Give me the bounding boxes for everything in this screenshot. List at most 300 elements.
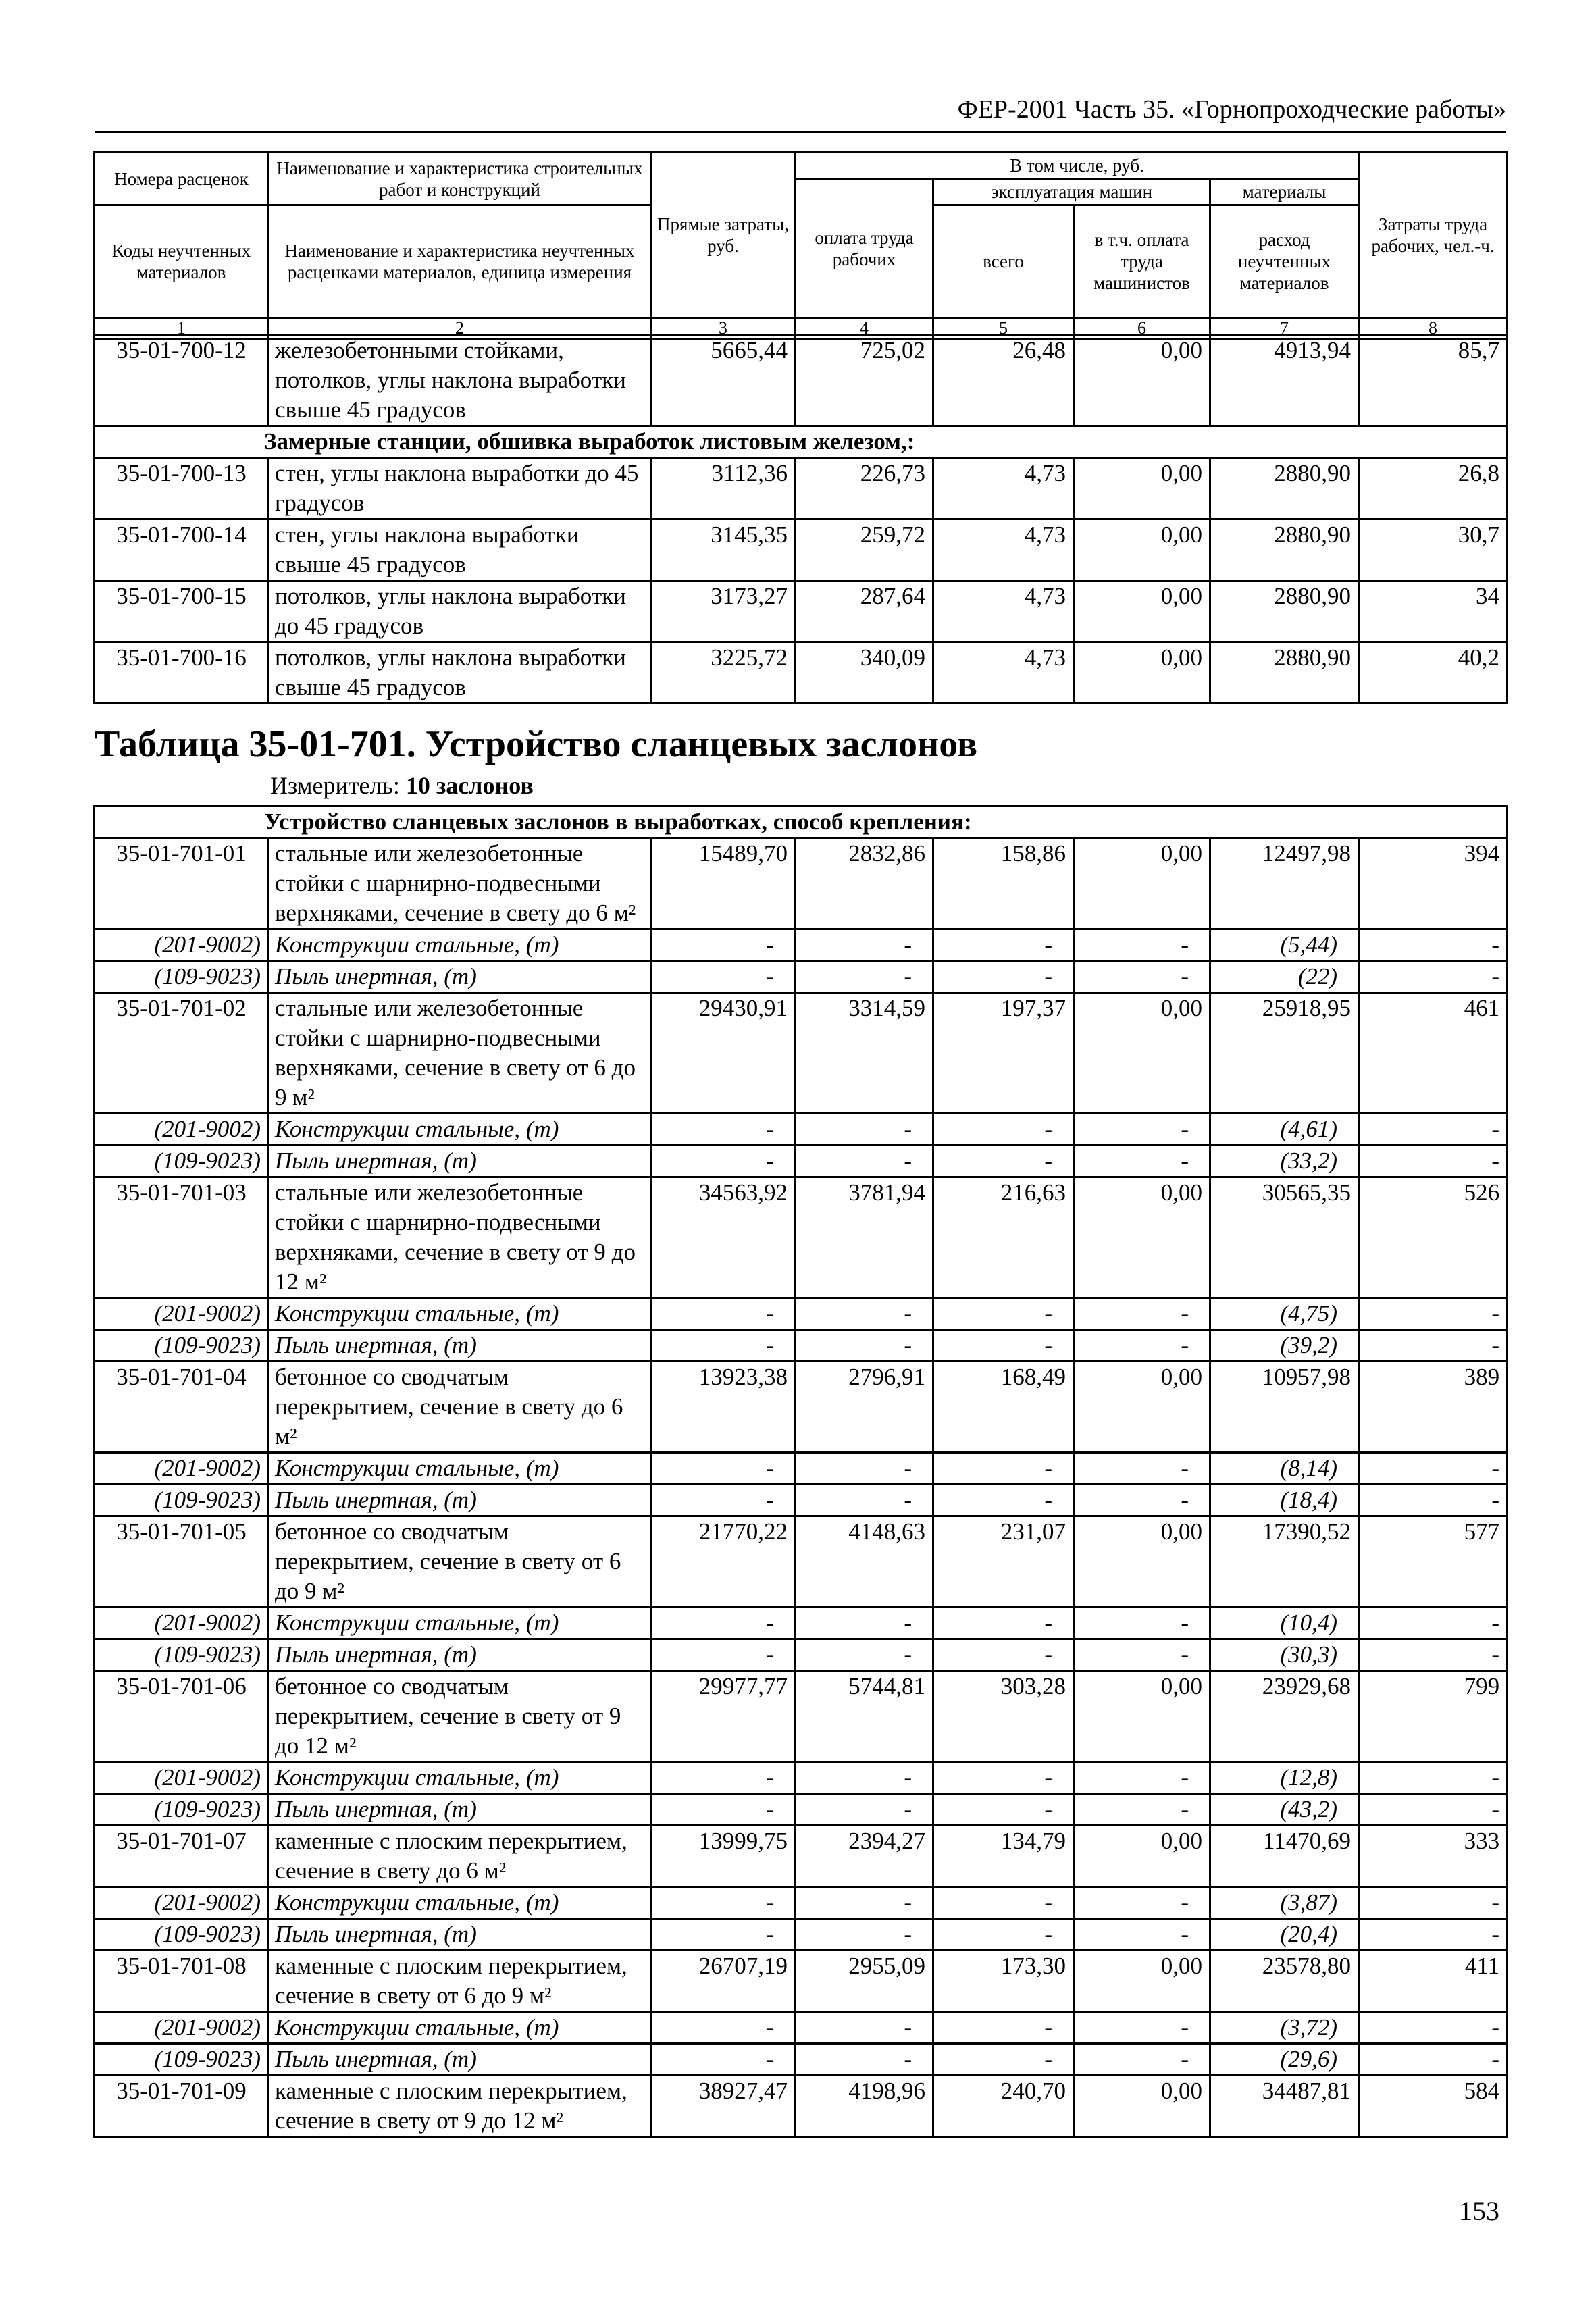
direct-cost: 13999,75 xyxy=(651,1826,796,1887)
running-head: ФЕР-2001 Часть 35. «Горнопроходческие работы» xyxy=(95,95,1506,133)
empty-dash: - xyxy=(1074,1608,1210,1639)
material-qty: (20,4) xyxy=(1210,1919,1359,1951)
material-row xyxy=(95,2012,1508,2044)
section-row xyxy=(95,426,1508,458)
machines-cost: 26,48 xyxy=(933,335,1074,426)
empty-dash: - xyxy=(1074,961,1210,993)
empty-dash: - xyxy=(796,1114,933,1146)
empty-dash: - xyxy=(651,1485,796,1516)
table-row xyxy=(95,1516,1508,1608)
machinist-wages: 0,00 xyxy=(1074,993,1210,1114)
material-row xyxy=(95,1485,1508,1516)
material-code: (201-9002) xyxy=(95,1762,269,1794)
empty-dash: - xyxy=(1074,1114,1210,1146)
unit-line xyxy=(270,771,534,800)
material-code: (109-9023) xyxy=(95,1919,269,1951)
empty-dash: - xyxy=(1359,1919,1508,1951)
machines-cost: 4,73 xyxy=(933,642,1074,704)
material-qty: (18,4) xyxy=(1210,1485,1359,1516)
machinist-wages: 0,00 xyxy=(1074,2076,1210,2137)
table-row xyxy=(95,1671,1508,1762)
rate-name: бетонное со сводчатым перекрытием, сечение в свету до 6 м² xyxy=(269,1362,651,1453)
material-name: Пыль инертная, (т) xyxy=(269,1794,651,1826)
wages-cost: 2796,91 xyxy=(796,1362,933,1453)
rate-code: 35-01-700-14 xyxy=(95,519,269,581)
material-code: (109-9023) xyxy=(95,1330,269,1362)
rate-name: каменные с плоским перекрытием, сечение в свету от 9 до 12 м² xyxy=(269,2076,651,2137)
rate-code: 35-01-701-09 xyxy=(95,2076,269,2137)
material-name: Пыль инертная, (т) xyxy=(269,1639,651,1671)
page-number: 153 xyxy=(1459,2196,1499,2226)
wages-cost: 5744,81 xyxy=(796,1671,933,1762)
empty-dash: - xyxy=(1074,1887,1210,1919)
unit-value: 10 заслонов xyxy=(405,772,534,799)
material-name: Пыль инертная, (т) xyxy=(269,1146,651,1177)
materials-cost: 12497,98 xyxy=(1210,838,1359,929)
machinist-wages: 0,00 xyxy=(1074,458,1210,519)
machines-cost: 303,28 xyxy=(933,1671,1074,1762)
col-codes-bottom: Коды неучтенных материалов xyxy=(95,205,269,318)
wages-cost: 725,02 xyxy=(796,335,933,426)
material-qty: (33,2) xyxy=(1210,1146,1359,1177)
table-row xyxy=(95,458,1508,519)
empty-dash: - xyxy=(933,1485,1074,1516)
empty-dash: - xyxy=(933,1298,1074,1330)
material-qty: (22) xyxy=(1210,961,1359,993)
direct-cost: 3112,36 xyxy=(651,458,796,519)
group-machines: эксплуатация машин xyxy=(933,179,1210,205)
empty-dash: - xyxy=(651,1330,796,1362)
material-code: (201-9002) xyxy=(95,929,269,961)
material-name: Конструкции стальные, (т) xyxy=(269,929,651,961)
machinist-wages: 0,00 xyxy=(1074,519,1210,581)
materials-cost: 2880,90 xyxy=(1210,458,1359,519)
empty-dash: - xyxy=(651,1298,796,1330)
col-number: 6 xyxy=(1074,318,1210,339)
material-name: Конструкции стальные, (т) xyxy=(269,1298,651,1330)
empty-dash: - xyxy=(796,1762,933,1794)
col-name-top: Наименование и характеристика строительных работ и конструкций xyxy=(269,153,651,205)
empty-dash: - xyxy=(796,1453,933,1485)
empty-dash: - xyxy=(933,1639,1074,1671)
empty-dash: - xyxy=(796,1639,933,1671)
rate-name: потолков, углы наклона выработки до 45 градусов xyxy=(269,581,651,642)
empty-dash: - xyxy=(1074,2012,1210,2044)
rate-code: 35-01-700-16 xyxy=(95,642,269,704)
empty-dash: - xyxy=(933,929,1074,961)
empty-dash: - xyxy=(933,1330,1074,1362)
col-number: 2 xyxy=(269,318,651,339)
material-row xyxy=(95,1794,1508,1826)
empty-dash: - xyxy=(1359,1762,1508,1794)
empty-dash: - xyxy=(1074,1485,1210,1516)
section-row xyxy=(95,806,1508,838)
rate-name: стальные или железобетонные стойки с шарнирно-подвесными верхняками, сечение в свету от 9 до 12 м² xyxy=(269,1177,651,1298)
empty-dash: - xyxy=(1074,1639,1210,1671)
empty-dash: - xyxy=(933,1146,1074,1177)
table-row xyxy=(95,519,1508,581)
materials-cost: 2880,90 xyxy=(1210,519,1359,581)
material-row xyxy=(95,1608,1508,1639)
labor-cost: 40,2 xyxy=(1359,642,1508,704)
empty-dash: - xyxy=(1074,2044,1210,2076)
material-row xyxy=(95,2044,1508,2076)
direct-cost: 29430,91 xyxy=(651,993,796,1114)
machinist-wages: 0,00 xyxy=(1074,1951,1210,2012)
direct-cost: 38927,47 xyxy=(651,2076,796,2137)
empty-dash: - xyxy=(1359,1330,1508,1362)
direct-cost: 13923,38 xyxy=(651,1362,796,1453)
machines-cost: 240,70 xyxy=(933,2076,1074,2137)
empty-dash: - xyxy=(796,1485,933,1516)
empty-dash: - xyxy=(651,1794,796,1826)
material-name: Пыль инертная, (т) xyxy=(269,1919,651,1951)
materials-cost: 17390,52 xyxy=(1210,1516,1359,1608)
rate-name: железобетонными стойками, потолков, углы наклона выработки свыше 45 градусов xyxy=(269,335,651,426)
rate-code: 35-01-700-12 xyxy=(95,335,269,426)
col-mach-total: всего xyxy=(933,205,1074,318)
labor-cost: 394 xyxy=(1359,838,1508,929)
wages-cost: 3314,59 xyxy=(796,993,933,1114)
rate-name: стальные или железобетонные стойки с шарнирно-подвесными верхняками, сечение в свету от 6 до 9 м² xyxy=(269,993,651,1114)
rate-name: стальные или железобетонные стойки с шарнирно-подвесными верхняками, сечение в свету до 6 м² xyxy=(269,838,651,929)
rate-code: 35-01-701-07 xyxy=(95,1826,269,1887)
empty-dash: - xyxy=(651,1762,796,1794)
machines-cost: 4,73 xyxy=(933,458,1074,519)
empty-dash: - xyxy=(651,1639,796,1671)
table-700 xyxy=(93,334,1508,704)
rate-name: стен, углы наклона выработки до 45 градусов xyxy=(269,458,651,519)
machines-cost: 134,79 xyxy=(933,1826,1074,1887)
col-wages: оплата труда рабочих xyxy=(796,179,933,318)
empty-dash: - xyxy=(651,2044,796,2076)
material-name: Конструкции стальные, (т) xyxy=(269,1887,651,1919)
machines-cost: 168,49 xyxy=(933,1362,1074,1453)
rate-code: 35-01-701-03 xyxy=(95,1177,269,1298)
empty-dash: - xyxy=(1074,1919,1210,1951)
empty-dash: - xyxy=(1074,1794,1210,1826)
empty-dash: - xyxy=(933,1608,1074,1639)
material-name: Пыль инертная, (т) xyxy=(269,1485,651,1516)
material-qty: (30,3) xyxy=(1210,1639,1359,1671)
table-row xyxy=(95,993,1508,1114)
table-row xyxy=(95,1362,1508,1453)
empty-dash: - xyxy=(933,1887,1074,1919)
empty-dash: - xyxy=(796,2012,933,2044)
empty-dash: - xyxy=(796,961,933,993)
material-qty: (10,4) xyxy=(1210,1608,1359,1639)
machinist-wages: 0,00 xyxy=(1074,1362,1210,1453)
empty-dash: - xyxy=(933,1794,1074,1826)
direct-cost: 3225,72 xyxy=(651,642,796,704)
wages-cost: 4148,63 xyxy=(796,1516,933,1608)
table-row xyxy=(95,642,1508,704)
materials-cost: 2880,90 xyxy=(1210,581,1359,642)
material-row xyxy=(95,1114,1508,1146)
empty-dash: - xyxy=(933,1919,1074,1951)
material-row xyxy=(95,1330,1508,1362)
col-number: 1 xyxy=(95,318,269,339)
machines-cost: 216,63 xyxy=(933,1177,1074,1298)
material-row xyxy=(95,1887,1508,1919)
col-codes-top: Номера расценок xyxy=(95,153,269,205)
table-row xyxy=(95,1951,1508,2012)
table-row xyxy=(95,581,1508,642)
col-name-bottom: Наименование и характеристика неучтенных расценками материалов, единица измерения xyxy=(269,205,651,318)
rate-name: бетонное со сводчатым перекрытием, сечение в свету от 6 до 9 м² xyxy=(269,1516,651,1608)
rate-code: 35-01-701-02 xyxy=(95,993,269,1114)
material-name: Пыль инертная, (т) xyxy=(269,2044,651,2076)
empty-dash: - xyxy=(651,1453,796,1485)
unit-label: Измеритель: xyxy=(270,772,400,799)
machinist-wages: 0,00 xyxy=(1074,838,1210,929)
table-row xyxy=(95,838,1508,929)
material-row xyxy=(95,929,1508,961)
empty-dash: - xyxy=(933,961,1074,993)
material-code: (201-9002) xyxy=(95,1887,269,1919)
empty-dash: - xyxy=(651,1114,796,1146)
empty-dash: - xyxy=(1359,929,1508,961)
wages-cost: 340,09 xyxy=(796,642,933,704)
col-direct: Прямые затраты, руб. xyxy=(651,153,796,318)
material-code: (109-9023) xyxy=(95,961,269,993)
empty-dash: - xyxy=(1359,1639,1508,1671)
material-name: Конструкции стальные, (т) xyxy=(269,1762,651,1794)
material-qty: (3,72) xyxy=(1210,2012,1359,2044)
empty-dash: - xyxy=(1359,961,1508,993)
machinist-wages: 0,00 xyxy=(1074,335,1210,426)
table-row xyxy=(95,335,1508,426)
rate-name: каменные с плоским перекрытием, сечение в свету от 6 до 9 м² xyxy=(269,1951,651,2012)
material-name: Конструкции стальные, (т) xyxy=(269,2012,651,2044)
empty-dash: - xyxy=(1074,1330,1210,1362)
empty-dash: - xyxy=(1359,1887,1508,1919)
wages-cost: 226,73 xyxy=(796,458,933,519)
material-qty: (39,2) xyxy=(1210,1330,1359,1362)
direct-cost: 29977,77 xyxy=(651,1671,796,1762)
group-materials: материалы xyxy=(1210,179,1359,205)
material-row xyxy=(95,1298,1508,1330)
machines-cost: 4,73 xyxy=(933,519,1074,581)
material-qty: (4,61) xyxy=(1210,1114,1359,1146)
labor-cost: 34 xyxy=(1359,581,1508,642)
labor-cost: 584 xyxy=(1359,2076,1508,2137)
direct-cost: 26707,19 xyxy=(651,1951,796,2012)
machines-cost: 158,86 xyxy=(933,838,1074,929)
empty-dash: - xyxy=(1359,1608,1508,1639)
material-qty: (29,6) xyxy=(1210,2044,1359,2076)
empty-dash: - xyxy=(1359,1794,1508,1826)
wages-cost: 2394,27 xyxy=(796,1826,933,1887)
rate-code: 35-01-701-08 xyxy=(95,1951,269,2012)
materials-cost: 23578,80 xyxy=(1210,1951,1359,2012)
rate-name: потолков, углы наклона выработки свыше 45 градусов xyxy=(269,642,651,704)
col-number: 4 xyxy=(796,318,933,339)
material-code: (109-9023) xyxy=(95,2044,269,2076)
table-title: Таблица 35-01-701. Устройство сланцевых заслонов xyxy=(95,723,978,765)
empty-dash: - xyxy=(1359,2044,1508,2076)
empty-dash: - xyxy=(651,1887,796,1919)
labor-cost: 333 xyxy=(1359,1826,1508,1887)
empty-dash: - xyxy=(651,2012,796,2044)
rate-name: каменные с плоским перекрытием, сечение в свету до 6 м² xyxy=(269,1826,651,1887)
labor-cost: 30,7 xyxy=(1359,519,1508,581)
material-code: (201-9002) xyxy=(95,2012,269,2044)
labor-cost: 26,8 xyxy=(1359,458,1508,519)
rate-name: бетонное со сводчатым перекрытием, сечение в свету от 9 до 12 м² xyxy=(269,1671,651,1762)
materials-cost: 4913,94 xyxy=(1210,335,1359,426)
labor-cost: 577 xyxy=(1359,1516,1508,1608)
material-name: Конструкции стальные, (т) xyxy=(269,1114,651,1146)
empty-dash: - xyxy=(651,961,796,993)
table-header xyxy=(93,151,1508,340)
direct-cost: 3145,35 xyxy=(651,519,796,581)
material-code: (201-9002) xyxy=(95,1608,269,1639)
col-materials: расход неучтенных материалов xyxy=(1210,205,1359,318)
empty-dash: - xyxy=(933,1114,1074,1146)
empty-dash: - xyxy=(796,1330,933,1362)
materials-cost: 30565,35 xyxy=(1210,1177,1359,1298)
empty-dash: - xyxy=(1074,1453,1210,1485)
materials-cost: 10957,98 xyxy=(1210,1362,1359,1453)
direct-cost: 5665,44 xyxy=(651,335,796,426)
direct-cost: 15489,70 xyxy=(651,838,796,929)
material-row xyxy=(95,1146,1508,1177)
rate-code: 35-01-701-06 xyxy=(95,1671,269,1762)
section-heading: Устройство сланцевых заслонов в выработках, способ крепления: xyxy=(95,806,1508,838)
material-row xyxy=(95,961,1508,993)
empty-dash: - xyxy=(1074,1298,1210,1330)
material-code: (201-9002) xyxy=(95,1114,269,1146)
material-code: (109-9023) xyxy=(95,1794,269,1826)
empty-dash: - xyxy=(796,1608,933,1639)
machinist-wages: 0,00 xyxy=(1074,581,1210,642)
material-name: Конструкции стальные, (т) xyxy=(269,1453,651,1485)
labor-cost: 411 xyxy=(1359,1951,1508,2012)
rate-code: 35-01-701-04 xyxy=(95,1362,269,1453)
empty-dash: - xyxy=(651,1608,796,1639)
direct-cost: 21770,22 xyxy=(651,1516,796,1608)
wages-cost: 259,72 xyxy=(796,519,933,581)
empty-dash: - xyxy=(796,2044,933,2076)
materials-cost: 2880,90 xyxy=(1210,642,1359,704)
empty-dash: - xyxy=(796,1887,933,1919)
table-row xyxy=(95,1826,1508,1887)
empty-dash: - xyxy=(1074,1146,1210,1177)
machines-cost: 197,37 xyxy=(933,993,1074,1114)
group-incl: В том числе, руб. xyxy=(796,153,1359,179)
material-row xyxy=(95,1453,1508,1485)
empty-dash: - xyxy=(1359,1146,1508,1177)
wages-cost: 2832,86 xyxy=(796,838,933,929)
material-name: Пыль инертная, (т) xyxy=(269,961,651,993)
machinist-wages: 0,00 xyxy=(1074,1177,1210,1298)
material-row xyxy=(95,1762,1508,1794)
machinist-wages: 0,00 xyxy=(1074,1671,1210,1762)
machines-cost: 173,30 xyxy=(933,1951,1074,2012)
col-labor: Затраты труда рабочих, чел.-ч. xyxy=(1359,153,1508,318)
machinist-wages: 0,00 xyxy=(1074,1516,1210,1608)
material-qty: (8,14) xyxy=(1210,1453,1359,1485)
empty-dash: - xyxy=(1359,1485,1508,1516)
wages-cost: 4198,96 xyxy=(796,2076,933,2137)
material-qty: (12,8) xyxy=(1210,1762,1359,1794)
material-row xyxy=(95,1639,1508,1671)
material-code: (109-9023) xyxy=(95,1146,269,1177)
rate-code: 35-01-701-05 xyxy=(95,1516,269,1608)
material-code: (201-9002) xyxy=(95,1298,269,1330)
col-number: 7 xyxy=(1210,318,1359,339)
materials-cost: 34487,81 xyxy=(1210,2076,1359,2137)
labor-cost: 389 xyxy=(1359,1362,1508,1453)
material-code: (109-9023) xyxy=(95,1485,269,1516)
materials-cost: 11470,69 xyxy=(1210,1826,1359,1887)
empty-dash: - xyxy=(796,1919,933,1951)
empty-dash: - xyxy=(651,1919,796,1951)
empty-dash: - xyxy=(1074,1762,1210,1794)
direct-cost: 3173,27 xyxy=(651,581,796,642)
col-number: 5 xyxy=(933,318,1074,339)
col-number: 8 xyxy=(1359,318,1508,339)
section-heading: Замерные станции, обшивка выработок листовым железом,: xyxy=(95,426,1508,458)
empty-dash: - xyxy=(933,1762,1074,1794)
rate-code: 35-01-700-13 xyxy=(95,458,269,519)
labor-cost: 799 xyxy=(1359,1671,1508,1762)
machines-cost: 231,07 xyxy=(933,1516,1074,1608)
table-701 xyxy=(93,805,1508,2138)
material-code: (201-9002) xyxy=(95,1453,269,1485)
direct-cost: 34563,92 xyxy=(651,1177,796,1298)
material-code: (109-9023) xyxy=(95,1639,269,1671)
material-name: Конструкции стальные, (т) xyxy=(269,1608,651,1639)
material-qty: (4,75) xyxy=(1210,1298,1359,1330)
machines-cost: 4,73 xyxy=(933,581,1074,642)
table-row xyxy=(95,2076,1508,2137)
empty-dash: - xyxy=(1359,2012,1508,2044)
rate-code: 35-01-701-01 xyxy=(95,838,269,929)
empty-dash: - xyxy=(1074,929,1210,961)
col-number: 3 xyxy=(651,318,796,339)
empty-dash: - xyxy=(933,2044,1074,2076)
material-qty: (43,2) xyxy=(1210,1794,1359,1826)
machinist-wages: 0,00 xyxy=(1074,642,1210,704)
empty-dash: - xyxy=(796,1298,933,1330)
wages-cost: 287,64 xyxy=(796,581,933,642)
empty-dash: - xyxy=(1359,1114,1508,1146)
material-qty: (5,44) xyxy=(1210,929,1359,961)
rate-code: 35-01-700-15 xyxy=(95,581,269,642)
empty-dash: - xyxy=(796,929,933,961)
labor-cost: 85,7 xyxy=(1359,335,1508,426)
machinist-wages: 0,00 xyxy=(1074,1826,1210,1887)
empty-dash: - xyxy=(933,1453,1074,1485)
empty-dash: - xyxy=(651,1146,796,1177)
col-mach-wages: в т.ч. оплата труда машинистов xyxy=(1074,205,1210,318)
wages-cost: 2955,09 xyxy=(796,1951,933,2012)
materials-cost: 23929,68 xyxy=(1210,1671,1359,1762)
empty-dash: - xyxy=(1359,1453,1508,1485)
empty-dash: - xyxy=(1359,1298,1508,1330)
empty-dash: - xyxy=(933,2012,1074,2044)
empty-dash: - xyxy=(796,1146,933,1177)
material-name: Пыль инертная, (т) xyxy=(269,1330,651,1362)
empty-dash: - xyxy=(796,1794,933,1826)
wages-cost: 3781,94 xyxy=(796,1177,933,1298)
empty-dash: - xyxy=(651,929,796,961)
material-qty: (3,87) xyxy=(1210,1887,1359,1919)
material-row xyxy=(95,1919,1508,1951)
materials-cost: 25918,95 xyxy=(1210,993,1359,1114)
